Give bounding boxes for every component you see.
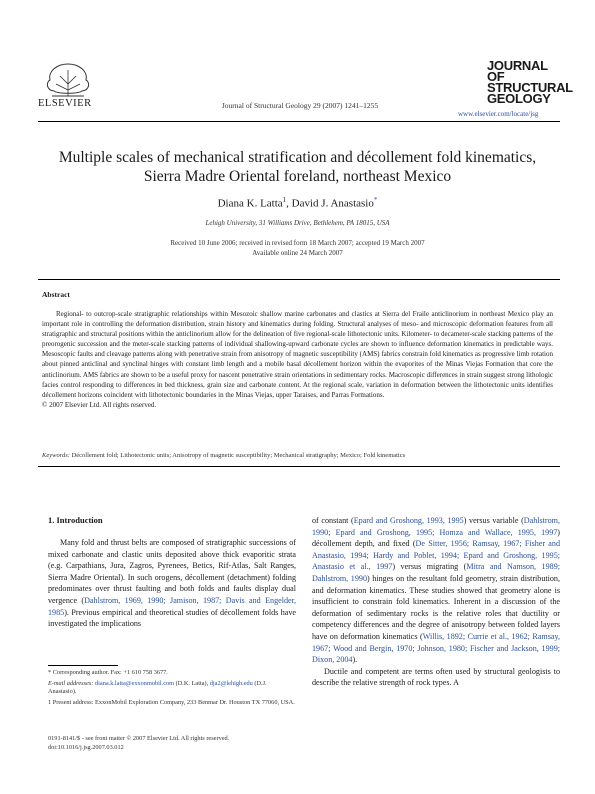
intro-paragraph-1 [48,537,296,630]
header-divider [38,121,560,122]
doi-line: doi:10.1016/j.jsg.2007.03.012 [48,744,124,751]
present-address-note: 1 Present address: ExxonMobil Exploration Company, 233 Benmar Dr. Houston TX 77060, USA. [48,698,295,706]
abstract-copyright: © 2007 Elsevier Ltd. All rights reserved. [42,400,157,409]
author-2: David J. Anastasio [291,197,374,210]
corresponding-author-note: * Corresponding author. Fax: +1 610 758 3677. [48,669,168,676]
corresponding-author-mark[interactable]: * [373,196,378,204]
abstract-top-divider [38,279,560,280]
author-1: Diana K. Latta [217,197,283,210]
authors-line [40,196,555,210]
paragraph-text: ) hinges on the resultant fold geometry, strain distribution, and deformation kinematics. These studies showed that geometry alone is insufficient to constrain fold kinematics. Inherent in a discussion of the deformation of sedimentary rocks is the relative roles that ductility or competency differences and the degree of anisotropy between folded layers have on deformation kinematics ( [312,573,561,641]
author-separator: , [286,197,292,210]
citation-link[interactable]: Mitra and Namson, 1989; Dahlstrom, 1990 [312,562,560,583]
citation-link[interactable]: Epard and Groshong, 1993, 1995 [353,516,464,525]
page-footer [48,734,296,752]
publisher-name: ELSEVIER [38,98,92,109]
article-dates [40,238,555,258]
citation-link[interactable]: Willis, 1892; Currie et al., 1962; Ramsay, 1967; Wood and Bergin, 1970; Johnson, 1980; Fischer and Jackson, 1999; Dixon, 2004 [312,631,561,665]
keywords-line [42,452,553,459]
citation-link[interactable]: Dahlstrom, 1969, 1990; Jamison, 1987; Davis and Engelder, 1985 [48,595,296,617]
left-column [48,537,296,630]
paragraph-text: ). [352,655,358,665]
abstract-text: Regional- to outcrop-scale stratigraphic relationships within Mesozoic shallow marine carbonates and clastics at Sierra del Fraile anticlinorium in northeast Mexico play an important role in controlling the deformation distribution, strain history and kinematics during folding. Structural analyses of meso- and microscopic deformation features from all stratigraphic and structural positions within the anticlinorium allow for the delineation of five regional-scale lithotectonic units. Kilometer- to decameter-scale stacking patterns of the preorogenic succession and the meter-scale stacking patterns of individual shallowing-upward carbonate cycles are shown to influence deformation kinematics in predictable ways. Mesoscopic faults and cleavage patterns along with penetrative strain from anisotropy of magnetic susceptibility (AMS) fabrics constrain fold kinematics as progressive limb rotation about pinned anticlinal and synclinal hinges with constant limb length and a mobile basal décollement horizon within the evaporites of the Minas Viejas Formation that core the anticlinorium. AMS fabrics are shown to be a useful proxy for nascent penetrative strain orientations in sedimentary rocks. Macroscopic differences in strain suggest strong lithologic facies control responding to differences in bed thickness, grain size and carbonate content. At the regional scale, variation in deformation between the lithotectonic units identifies décollement horizons coincident with lithotectonic boundaries in the Minas Viejas, upper Taraises, and Parras Formations. [42,310,553,399]
right-column [312,515,560,689]
journal-url-link[interactable]: www.elsevier.com/locate/jsg [458,110,539,118]
paragraph-text: ) décollement depth, and fixed ( [312,527,560,549]
section-heading-introduction: 1. Introduction [48,515,103,525]
abstract-heading: Abstract [42,290,70,299]
received-dates: Received 10 June 2006; received in revised form 18 March 2007; accepted 19 March 2007 [170,239,425,247]
footnotes [48,669,296,709]
issn-line: 0191-8141/$ - see front matter © 2007 Elsevier Ltd. All rights reserved. [48,735,230,742]
citation-link[interactable]: De Sitter, 1956; Ramsay, 1967; Fisher and Anastasio, 1994; Hardy and Poblet, 1994; Epard and Groshong, 1995; Anastasio et al., 1997 [312,539,560,572]
article-title: Multiple scales of mechanical stratification and décollement fold kinematics, Sierra Madre Oriental foreland, northeast Mexico [58,149,537,185]
paragraph-text: of constant ( [312,516,354,525]
keywords-label: Keywords: [42,452,70,459]
intro-paragraph-2: Ductile and competent are terms often used by structural geologists to describe the relative strength of rock types. A [312,666,560,688]
journal-citation: Journal of Structural Geology 29 (2007) 1241–1255 [221,101,379,110]
keywords-list: Décollement fold; Lithotectonic units; Anisotropy of magnetic susceptibility; Mechanical stratigraphy; Mexico; Fold kinematics [71,452,406,459]
citation-link[interactable]: Dahlstrom, 1990; Epard and Groshong, 1995; Homza and Wallace, 1995, 1997 [312,516,560,537]
abstract-bottom-divider [38,466,560,467]
email-link-latta[interactable]: diana.k.latta@exxonmobil.com [95,679,175,687]
journal-logo: JOURNAL OF STRUCTURAL GEOLOGY [487,58,573,106]
footnote-divider [48,665,118,666]
paragraph-text: ) versus variable ( [463,516,524,525]
paragraph-text: Many fold and thrust belts are composed of stratigraphic successions of mixed carbonate and clastic units deposited above thick evaporitic strata (e.g. Carpathians, Jura, Zagros, Pyrenees, Betics, Rif-Atlas, Salt Ranges, Sierra Madre Oriental). In such orogens, décollement (detachment) folding predominates over thrust faulting and both folds and faults display dual vergence ( [48,538,296,605]
paragraph-text: ) versus migrating ( [392,562,467,572]
email-link-anastasio[interactable]: dja2@lehigh.edu [209,679,253,687]
paragraph-text: ). Previous empirical and theoretical studies of décollement folds have investigated the implications [48,607,296,629]
abstract-body [42,309,553,410]
intro-paragraph-1-continued [312,515,560,666]
affiliation: Lehigh University, 31 Williams Drive, Bethlehem, PA 18015, USA [205,219,390,227]
online-date: Available online 24 March 2007 [252,249,343,257]
email-note: E-mail addresses: diana.k.latta@exxonmobil.com (D.K. Latta), dja2@lehigh.edu (D.J. Anastasio). [48,679,267,696]
author-1-footnote-mark[interactable]: 1 [282,196,287,204]
